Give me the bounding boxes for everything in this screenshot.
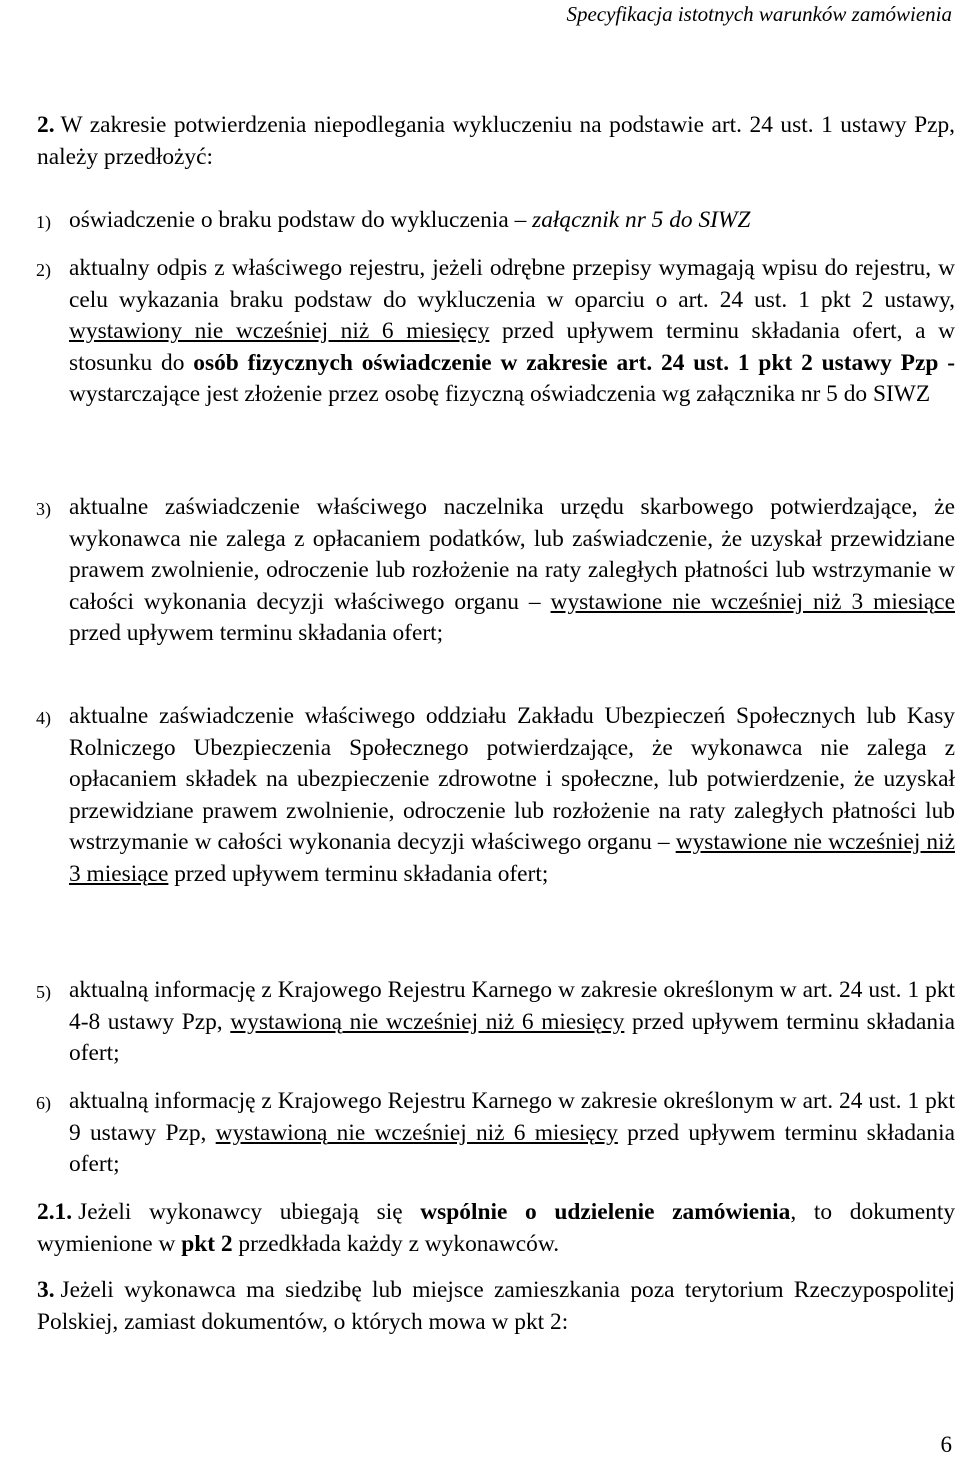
page-number: 6: [940, 1432, 952, 1457]
validity-note: wystawione nie wcześniej niż 3 miesiące: [69, 829, 955, 887]
section-3: [37, 1275, 955, 1338]
bold-note: osób fizycznych oświadczenie w zakresie art. 24 ust. 1 pkt 2 ustawy Pzp -: [193, 349, 955, 376]
list-item-number: 3): [36, 499, 51, 519]
list-item-text: aktualną informację z Krajowego Rejestru Karnego w zakresie określonym w art. 24 ust. 1 pkt 9 ustawy Pzp,: [69, 1088, 955, 1146]
list-item-number: 2): [36, 260, 51, 280]
section-2-1: [37, 1197, 955, 1260]
list-item-number: 5): [36, 982, 51, 1002]
attachment-reference: załącznik nr 5 do SIWZ: [532, 207, 751, 233]
list-item-text: aktualną informację z Krajowego Rejestru Karnego w zakresie określonym w art. 24 ust. 1 pkt 4-8 ustawy Pzp,: [69, 977, 955, 1035]
validity-note: wystawione nie wcześniej niż 3 miesiące: [550, 588, 955, 615]
list-item-text: oświadczenie o braku podstaw do wykluczenia –: [69, 207, 533, 233]
section-number: 3.: [37, 1277, 55, 1303]
list-item-1: [36, 205, 955, 237]
section-text: W zakresie potwierdzenia niepodlegania wykluczeniu na podstawie art. 24 ust. 1 ustawy Pzp, należy przedłożyć:: [37, 112, 955, 170]
list-item-number: 4): [36, 708, 51, 728]
list-item-3: [36, 492, 955, 650]
list-item-number: 6): [36, 1093, 51, 1113]
list-item-text: aktualne zaświadczenie właściwego oddziału Zakładu Ubezpieczeń Społecznych lub Kasy Rolniczego Ubezpieczenia Społecznego potwierdzające, że wykonawca nie zalega z opłacaniem składek na ubezpieczenie zdrowotne i społeczne, lub potwierdzenie, że uzyskał przewidziane prawem zwolnienie, odroczenie lub rozłożenie na raty zaległych płatności lub wstrzymanie w całości wykonania decyzji właściwego organu –: [69, 703, 955, 855]
section-text-end: przedkłada każdy z wykonawców.: [232, 1230, 560, 1257]
validity-note: wystawioną nie wcześniej niż 6 miesięcy: [230, 1008, 625, 1035]
list-item-text-cont: przed upływem terminu składania ofert, a w stosunku do: [69, 318, 955, 376]
list-item-text: aktualne zaświadczenie właściwego naczelnika urzędu skarbowego potwierdzające, że wykonawca nie zalega z opłacaniem podatków, lub zaświadczenie, że uzyskał przewidziane prawem zwolnienie, odroczenie lub rozłożenie na raty zaległych płatności lub wstrzymanie w całości wykonania decyzji właściwego organu –: [69, 494, 955, 615]
section-number: 2.: [37, 112, 55, 138]
list-item-number: 1): [36, 212, 51, 232]
bold-reference: pkt 2: [181, 1230, 233, 1257]
section-text: Jeżeli wykonawcy ubiegają się: [78, 1199, 421, 1225]
list-item-text: aktualny odpis z właściwego rejestru, jeżeli odrębne przepisy wymagają wpisu do rejestru, w celu wykazania braku podstaw do wykluczenia w oparciu o art. 24 ust. 1 pkt 2 ustawy,: [69, 255, 955, 313]
section-number: 2.1.: [37, 1199, 73, 1225]
page-header: Specyfikacja istotnych warunków zamówienia: [566, 2, 952, 26]
list-item-text-end: przed upływem terminu składania ofert;: [168, 860, 549, 887]
list-item-4: [36, 701, 955, 890]
list-item-text-end: przed upływem terminu składania ofert;: [69, 620, 444, 646]
list-item-text-end: przed upływem terminu składania ofert;: [69, 1008, 955, 1066]
list-item-text-end: przed upływem terminu składania ofert;: [69, 1119, 955, 1177]
validity-note: wystawioną nie wcześniej niż 6 miesięcy: [215, 1119, 618, 1146]
section-text: Jeżeli wykonawca ma siedzibę lub miejsce zamieszkania poza terytorium Rzeczypospolitej Polskiej, zamiast dokumentów, o których mowa w pkt 2:: [37, 1277, 955, 1335]
bold-phrase: wspólnie o udzielenie zamówienia: [420, 1199, 791, 1225]
section-text-cont: , to dokumenty wymienione w: [37, 1199, 956, 1257]
section-2: [37, 110, 955, 173]
list-item-6: [36, 1086, 955, 1181]
validity-note: wystawiony nie wcześniej niż 6 miesięcy: [69, 318, 490, 344]
list-item-2: [36, 253, 955, 411]
list-item-5: [36, 975, 955, 1070]
list-item-text-end: wystarczające jest złożenie przez osobę fizyczną oświadczenia wg załącznika nr 5 do SIWZ: [69, 381, 931, 407]
